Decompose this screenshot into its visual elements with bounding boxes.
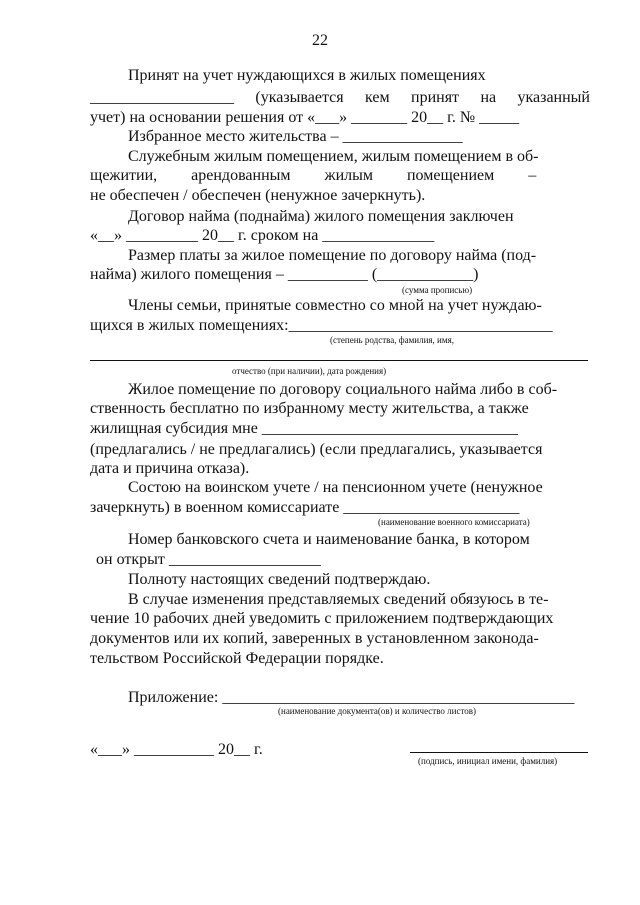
text-line-22: он открыт ___________________ [96, 551, 321, 568]
text-line-19: Состою на воинском учете / на пенсионном учете (ненужное [128, 479, 543, 496]
text-line-8: Договор найма (поднайма) жилого помещения заключен [128, 208, 514, 225]
caption-relation-name: (степень родства, фамилия, имя, [330, 335, 454, 345]
text-line-11: найма) жилого помещения – __________ (____________) [90, 266, 479, 283]
text-line-2: __________________ (указывается кем принят на указанный [90, 89, 590, 106]
signature-line [410, 752, 588, 753]
caption-amount-words: (сумма прописью) [402, 285, 473, 295]
text-line-12: Члены семьи, принятые совместно со мной на учет нуждаю- [128, 297, 542, 314]
text-line-26: документов или их копий, заверенных в установленном законода- [90, 630, 539, 647]
text-line-25: чение 10 рабочих дней уведомить с приложением подтверждающих [90, 610, 554, 627]
text-line-5: Служебным жилым помещением, жилым помещением в об- [128, 148, 539, 165]
text-line-17: (предлагались / не предлагались) (если предлагались, указывается [90, 441, 543, 458]
caption-signature: (подпись, инициал имени, фамилия) [418, 756, 558, 766]
text-line-15: ственность бесплатно по избранному месту жительства, а также [90, 400, 529, 417]
text-line-23: Полноту настоящих сведений подтверждаю. [128, 571, 431, 588]
blank-line-family [90, 360, 588, 361]
text-line-21: Номер банковского счета и наименование банка, в котором [128, 531, 530, 548]
text-line-24: В случае изменения представляемых сведений обязуюсь в те- [128, 591, 549, 608]
caption-military-office: (наименование военного комиссариата) [378, 517, 530, 527]
text-line-16: жилищная субсидия мне ________________________________ [90, 420, 518, 437]
text-line-18: дата и причина отказа). [90, 460, 250, 477]
text-line-6: щежитии, арендованным жилым помещением – [90, 167, 537, 184]
date-line: «___» __________ 20__ г. [90, 741, 263, 758]
caption-patronymic-birth: отчество (при наличии), дата рождения) [232, 366, 387, 376]
caption-document-name: (наименование документа(ов) и количество листов) [278, 706, 477, 716]
text-line-9: «__» _________ 20__ г. сроком на ______________ [90, 227, 435, 244]
text-line-7: не обеспечен / обеспечен (ненужное зачеркнуть). [90, 187, 426, 204]
text-line-14: Жилое помещение по договору социального найма либо в соб- [128, 381, 558, 398]
text-line-27: тельством Российской Федерации порядке. [90, 650, 384, 667]
text-line-4: Избранное место жительства – _______________ [128, 128, 463, 145]
page-number: 22 [312, 32, 328, 49]
attachment-line: Приложение: ____________________________________________ [128, 689, 575, 706]
text-line-10: Размер платы за жилое помещение по договору найма (под- [128, 247, 537, 264]
text-line-3: учет) на основании решения от «___» _______ 20__ г. № _____ [90, 109, 520, 126]
text-line-1: Принят на учет нуждающихся в жилых помещениях [128, 67, 486, 84]
text-line-13: щихся в жилых помещениях:_________________________________ [90, 317, 553, 334]
text-line-20: зачеркнуть) в военном комиссариате ______________________ [90, 499, 520, 516]
